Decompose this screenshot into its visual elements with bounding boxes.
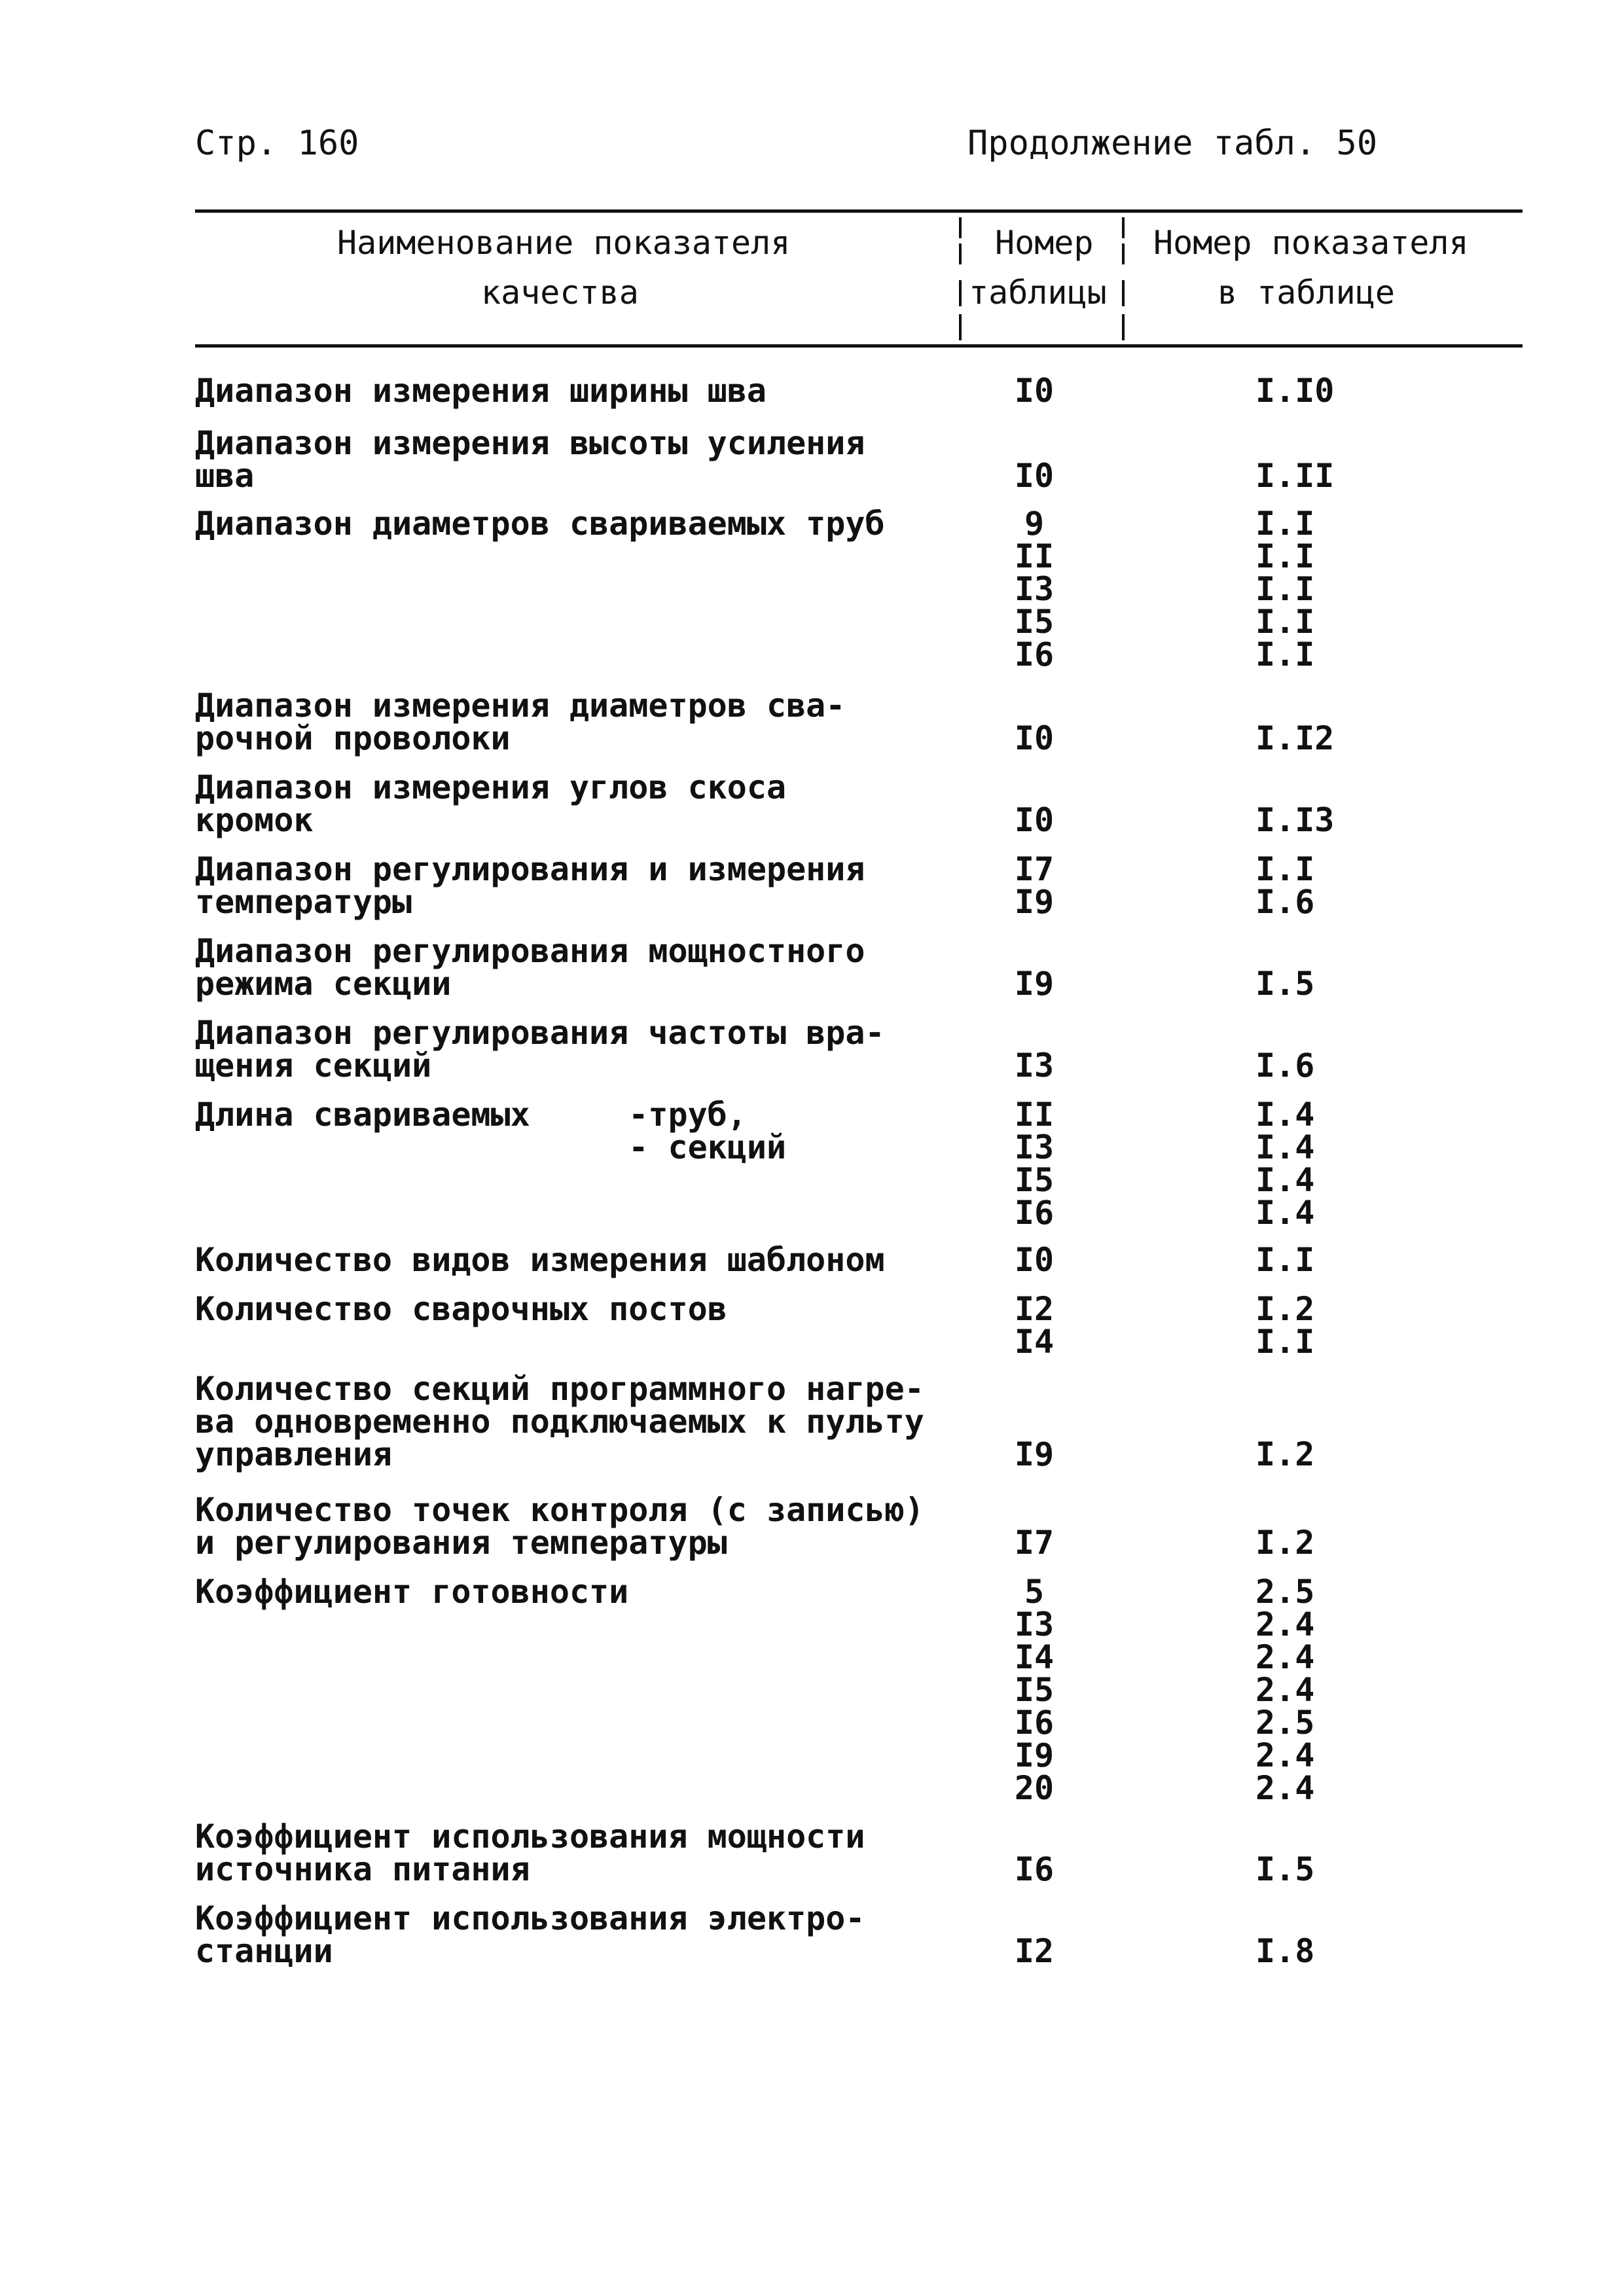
index-number-cell: 2.5: [1255, 1704, 1315, 1742]
index-number-cell: I.I2: [1255, 719, 1335, 757]
table-number-cell: I0: [1014, 372, 1055, 410]
header-index-number-2: в таблице: [1218, 274, 1395, 312]
index-number-cell: I.5: [1255, 1850, 1315, 1888]
index-number-cell: I.4: [1255, 1128, 1315, 1166]
row-label: Количество сварочных постов: [195, 1290, 727, 1328]
table-number-cell: I6: [1014, 636, 1055, 673]
table-header-rule: [195, 344, 1523, 348]
row-label: Диапазон измерения углов скоса: [195, 768, 787, 806]
table-number-cell: I0: [1014, 457, 1055, 495]
row-label: Количество секций программного нагре-: [195, 1370, 924, 1408]
table-number-cell: I4: [1014, 1638, 1055, 1676]
row-label: Диапазон регулирования частоты вра-: [195, 1014, 885, 1052]
index-number-cell: I.2: [1255, 1524, 1315, 1562]
table-number-cell: I5: [1014, 1161, 1055, 1199]
header-quality-indicator: Наименование показателя: [337, 224, 791, 262]
row-label: станции: [195, 1932, 333, 1970]
table-number-cell: I9: [1014, 883, 1055, 921]
row-label: Диапазон измерения диаметров сва-: [195, 687, 846, 725]
table-number-cell: I4: [1014, 1323, 1055, 1361]
table-number-cell: I2: [1014, 1932, 1055, 1970]
table-number-cell: I7: [1014, 850, 1055, 888]
index-number-cell: 2.4: [1255, 1736, 1315, 1774]
table-number-cell: I3: [1014, 1128, 1055, 1166]
table-number-cell: II: [1014, 537, 1055, 575]
header-index-number: Номер показателя: [1153, 224, 1469, 262]
row-label: и регулирования температуры: [195, 1524, 727, 1562]
index-number-cell: I.I: [1255, 505, 1315, 543]
row-label: Диапазон регулирования мощностного: [195, 932, 865, 970]
table-number-cell: I3: [1014, 1047, 1055, 1085]
table-number-cell: I2: [1014, 1290, 1055, 1328]
table-number-cell: I6: [1014, 1704, 1055, 1742]
row-label: Количество точек контроля (с записью): [195, 1491, 924, 1529]
index-number-cell: I.2: [1255, 1435, 1315, 1473]
index-number-cell: I.I: [1255, 636, 1315, 673]
row-label: Коэффициент использования мощности: [195, 1818, 865, 1856]
index-number-cell: 2.4: [1255, 1605, 1315, 1643]
index-number-cell: I.I: [1255, 1241, 1315, 1279]
index-number-cell: I.I: [1255, 537, 1315, 575]
row-label: Длина свариваемых -труб,: [195, 1096, 747, 1134]
row-label: Коэффициент готовности: [195, 1573, 629, 1611]
index-number-cell: I.I: [1255, 603, 1315, 641]
index-number-cell: I.II: [1255, 457, 1335, 495]
page-number: Стр. 160: [195, 124, 359, 163]
table-number-cell: I5: [1014, 603, 1055, 641]
row-label: ва одновременно подключаемых к пульту: [195, 1403, 924, 1441]
row-label: температуры: [195, 883, 412, 921]
index-number-cell: I.I3: [1255, 801, 1335, 839]
row-label: Диапазон измерения ширины шва: [195, 372, 767, 410]
row-label: щения секций: [195, 1047, 432, 1085]
row-label: Количество видов измерения шаблоном: [195, 1241, 885, 1279]
row-label: Диапазон регулирования и измерения: [195, 850, 865, 888]
table-number-cell: I9: [1014, 1435, 1055, 1473]
row-label: Диапазон измерения высоты усиления: [195, 424, 865, 462]
table-number-cell: 20: [1014, 1769, 1055, 1807]
table-number-cell: I3: [1014, 570, 1055, 608]
row-label: источника питания: [195, 1850, 530, 1888]
table-number-cell: I0: [1014, 801, 1055, 839]
table-number-cell: I5: [1014, 1671, 1055, 1709]
table-number-cell: 5: [1024, 1573, 1045, 1611]
index-number-cell: I.I: [1255, 850, 1315, 888]
index-number-cell: I.6: [1255, 883, 1315, 921]
row-label: Диапазон диаметров свариваемых труб: [195, 505, 885, 543]
index-number-cell: I.8: [1255, 1932, 1315, 1970]
row-label: кромок: [195, 801, 314, 839]
index-number-cell: I.6: [1255, 1047, 1315, 1085]
row-label: Коэффициент использования электро-: [195, 1899, 865, 1937]
table-top-rule: [195, 209, 1523, 213]
row-label: режима секции: [195, 965, 452, 1003]
table-number-cell: I7: [1014, 1524, 1055, 1562]
table-number-cell: 9: [1024, 505, 1045, 543]
index-number-cell: 2.5: [1255, 1573, 1315, 1611]
index-number-cell: 2.4: [1255, 1671, 1315, 1709]
table-number-cell: I3: [1014, 1605, 1055, 1643]
table-number-cell: I6: [1014, 1850, 1055, 1888]
header-table-number-2: таблицы: [969, 274, 1107, 312]
index-number-cell: 2.4: [1255, 1769, 1315, 1807]
header-quality-indicator-2: качества: [481, 274, 639, 312]
table-number-cell: I6: [1014, 1194, 1055, 1232]
index-number-cell: 2.4: [1255, 1638, 1315, 1676]
index-number-cell: I.4: [1255, 1161, 1315, 1199]
row-label: шва: [195, 457, 255, 495]
table-number-cell: I0: [1014, 1241, 1055, 1279]
index-number-cell: I.I0: [1255, 372, 1335, 410]
index-number-cell: I.I: [1255, 1323, 1315, 1361]
index-number-cell: I.I: [1255, 570, 1315, 608]
row-label: рочной проволоки: [195, 719, 511, 757]
index-number-cell: I.4: [1255, 1096, 1315, 1134]
row-label: - секций: [195, 1128, 787, 1166]
table-number-cell: I9: [1014, 965, 1055, 1003]
continuation-label: Продолжение табл. 50: [967, 124, 1378, 163]
table-number-cell: I9: [1014, 1736, 1055, 1774]
index-number-cell: I.2: [1255, 1290, 1315, 1328]
row-label: управления: [195, 1435, 393, 1473]
table-number-cell: I0: [1014, 719, 1055, 757]
index-number-cell: I.4: [1255, 1194, 1315, 1232]
header-table-number: Номер: [995, 224, 1094, 262]
table-number-cell: II: [1014, 1096, 1055, 1134]
index-number-cell: I.5: [1255, 965, 1315, 1003]
